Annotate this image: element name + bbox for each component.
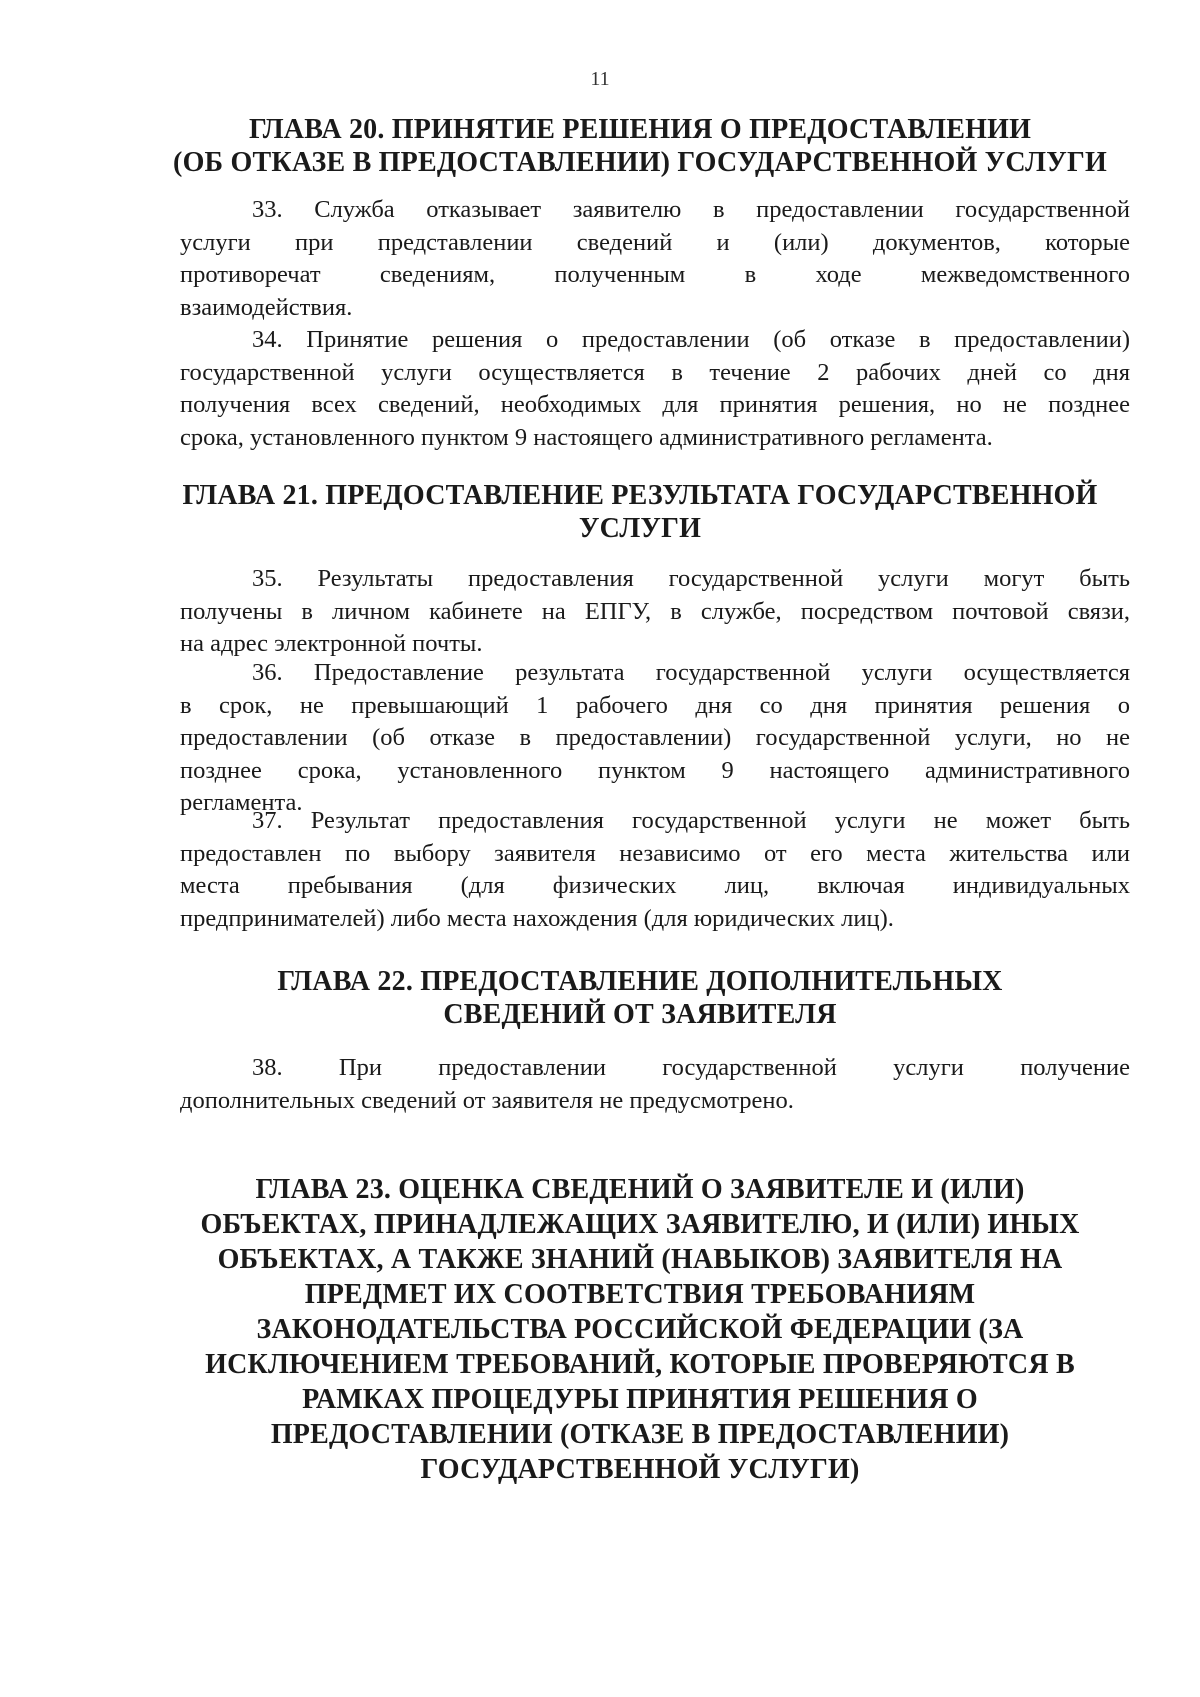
paragraph-line: 37. Результат предоставления государственной услуги не может быть [252, 807, 1130, 834]
chapter-21-title [150, 479, 1130, 545]
chapter-title-line: СВЕДЕНИЙ ОТ ЗАЯВИТЕЛЯ [443, 999, 837, 1030]
paragraph-34 [180, 324, 1130, 454]
chapter-title-line: ОБЪЕКТАХ, А ТАКЖЕ ЗНАНИЙ (НАВЫКОВ) ЗАЯВИТЕЛЯ НА [217, 1244, 1063, 1275]
paragraph-line: позднее срока, установленного пунктом 9 настоящего административного [180, 756, 1130, 784]
paragraph-line: взаимодействия. [180, 293, 353, 321]
chapter-title-line: ГЛАВА 23. ОЦЕНКА СВЕДЕНИЙ О ЗАЯВИТЕЛЕ И (ИЛИ) [255, 1174, 1025, 1205]
chapter-22-title [200, 965, 1080, 1031]
chapter-title-line: ОБЪЕКТАХ, ПРИНАДЛЕЖАЩИХ ЗАЯВИТЕЛЮ, И (ИЛИ) ИНЫХ [200, 1209, 1080, 1240]
paragraph-38 [180, 1052, 1130, 1117]
paragraph-line: противоречат сведениям, полученным в ходе межведомственного [180, 261, 1130, 288]
chapter-title-line: ЗАКОНОДАТЕЛЬСТВА РОССИЙСКОЙ ФЕДЕРАЦИИ (ЗА [256, 1314, 1024, 1345]
paragraph-line: предоставлении (об отказе в предоставлении) государственной услуги, но не [180, 724, 1130, 751]
paragraph-line: 34. Принятие решения о предоставлении (об отказе в предоставлении) [252, 326, 1130, 353]
paragraph-line: срока, установленного пунктом 9 настоящего административного регламента. [180, 423, 993, 451]
chapter-23-title [160, 1172, 1120, 1487]
paragraph-line: места пребывания (для физических лиц, включая индивидуальных [180, 872, 1130, 899]
paragraph-line: 38. При предоставлении государственной услуги получение [252, 1054, 1130, 1081]
paragraph-line: 35. Результаты предоставления государственной услуги могут быть [252, 565, 1130, 592]
paragraph-line: предпринимателей) либо места нахождения (для юридических лиц). [180, 904, 894, 932]
chapter-20-title [150, 113, 1130, 179]
paragraph-line: 36. Предоставление результата государственной услуги осуществляется [252, 659, 1130, 686]
paragraph-line: получения всех сведений, необходимых для принятия решения, но не позднее [180, 391, 1130, 418]
paragraph-line: получены в личном кабинете на ЕПГУ, в службе, посредством почтовой связи, [180, 597, 1130, 625]
paragraph-line: регламента. [180, 789, 303, 816]
paragraph-line: 33. Служба отказывает заявителю в предоставлении государственной [252, 196, 1130, 223]
chapter-title-line: ГЛАВА 22. ПРЕДОСТАВЛЕНИЕ ДОПОЛНИТЕЛЬНЫХ [277, 966, 1003, 997]
chapter-title-line: УСЛУГИ [578, 513, 702, 544]
chapter-title-line: РАМКАХ ПРОЦЕДУРЫ ПРИНЯТИЯ РЕШЕНИЯ О [302, 1384, 978, 1415]
chapter-title-line: ГЛАВА 21. ПРЕДОСТАВЛЕНИЕ РЕЗУЛЬТАТА ГОСУДАРСТВЕННОЙ [182, 480, 1098, 511]
paragraph-33 [180, 194, 1130, 324]
paragraph-line: услуги при представлении сведений и (или) документов, которые [180, 228, 1130, 256]
paragraph-line: дополнительных сведений от заявителя не предусмотрено. [180, 1086, 794, 1114]
chapter-title-line: ПРЕДОСТАВЛЕНИИ (ОТКАЗЕ В ПРЕДОСТАВЛЕНИИ) [270, 1419, 1010, 1450]
chapter-title-line: ГОСУДАРСТВЕННОЙ УСЛУГИ) [420, 1454, 860, 1485]
paragraph-36 [180, 657, 1130, 820]
paragraph-37 [180, 805, 1130, 935]
chapter-title-line: (ОБ ОТКАЗЕ В ПРЕДОСТАВЛЕНИИ) ГОСУДАРСТВЕННОЙ УСЛУГИ [173, 147, 1107, 178]
paragraph-line: в срок, не превышающий 1 рабочего дня со дня принятия решения о [180, 691, 1130, 719]
page-number: 11 [590, 68, 610, 90]
paragraph-line: на адрес электронной почты. [180, 630, 483, 657]
paragraph-line: государственной услуги осуществляется в течение 2 рабочих дней со дня [180, 358, 1130, 386]
chapter-title-line: ИСКЛЮЧЕНИЕМ ТРЕБОВАНИЙ, КОТОРЫЕ ПРОВЕРЯЮТСЯ В [205, 1349, 1075, 1380]
chapter-title-line: ГЛАВА 20. ПРИНЯТИЕ РЕШЕНИЯ О ПРЕДОСТАВЛЕНИИ [248, 114, 1032, 145]
paragraph-line: предоставлен по выбору заявителя независимо от его места жительства или [180, 839, 1130, 867]
paragraph-35 [180, 563, 1130, 661]
chapter-title-line: ПРЕДМЕТ ИХ СООТВЕТСТВИЯ ТРЕБОВАНИЯМ [304, 1279, 976, 1310]
